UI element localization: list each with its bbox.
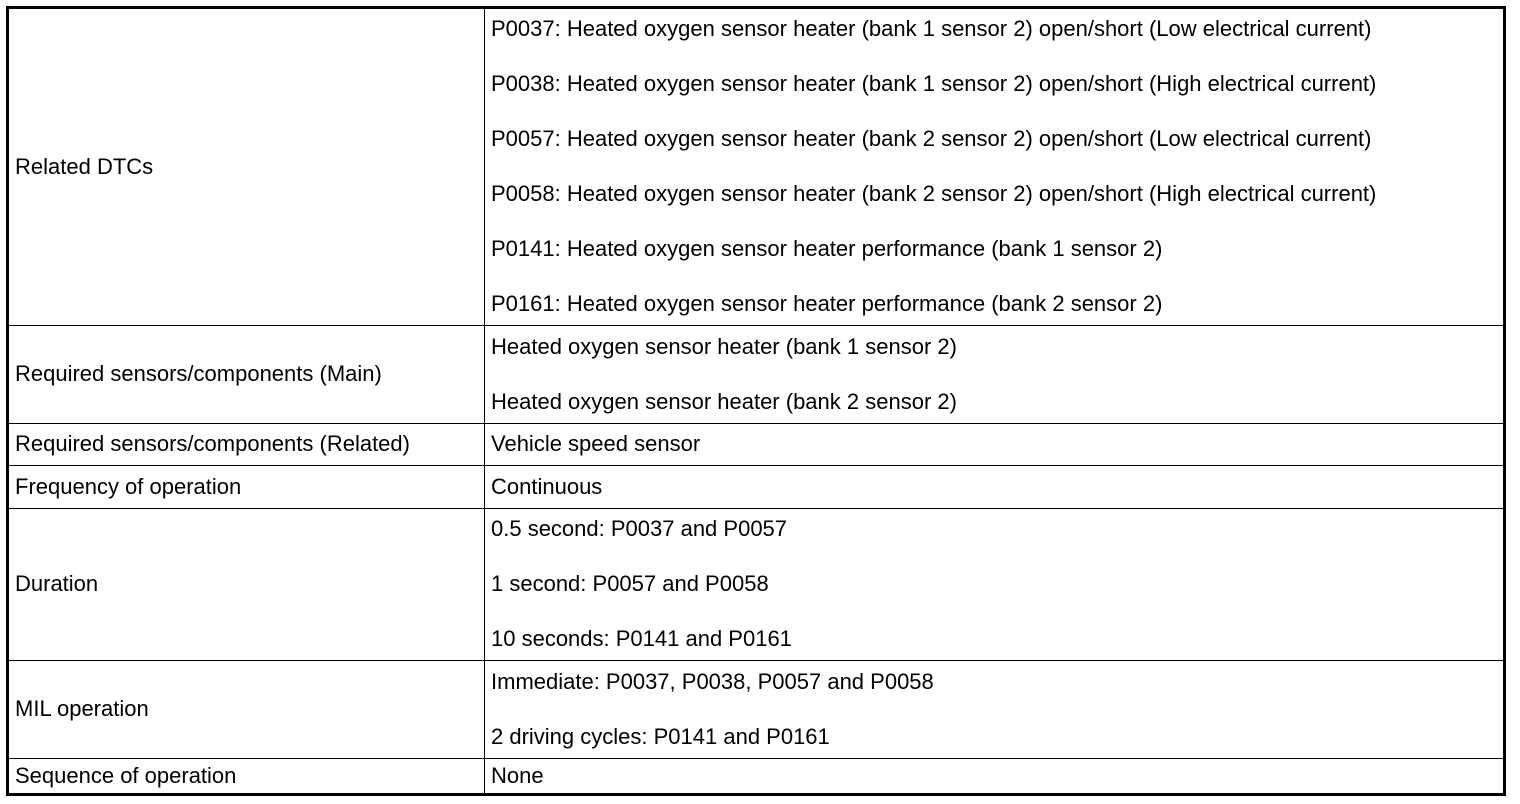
row-value: [485, 660, 1504, 758]
row-value: Continuous: [485, 465, 1504, 508]
table-row-duration: [9, 508, 1503, 660]
row-label: Sequence of operation: [9, 758, 485, 793]
row-label: Related DTCs: [9, 9, 485, 325]
spec-table-frame: [6, 6, 1506, 796]
table-row-sequence: [9, 758, 1503, 793]
row-label: Duration: [9, 508, 485, 660]
mil-item: 2 driving cycles: P0141 and P0161: [491, 723, 830, 749]
mil-item: Immediate: P0037, P0038, P0057 and P0058: [491, 668, 934, 694]
table-row-related-dtcs: [9, 9, 1503, 325]
row-value: [485, 325, 1504, 423]
table-row-frequency: [9, 465, 1503, 508]
row-label: Required sensors/components (Related): [9, 423, 485, 465]
table-row-required-main: [9, 325, 1503, 423]
monitor-spec-table: [9, 9, 1503, 793]
dtc-item: P0037: Heated oxygen sensor heater (bank 1 sensor 2) open/short (Low electrical current): [491, 16, 1372, 42]
dtc-item: P0057: Heated oxygen sensor heater (bank 2 sensor 2) open/short (Low electrical current): [491, 126, 1372, 152]
dtc-item: P0161: Heated oxygen sensor heater performance (bank 2 sensor 2): [491, 291, 1163, 317]
table-row-required-related: [9, 423, 1503, 465]
row-value: [485, 9, 1504, 325]
table-row-mil-operation: [9, 660, 1503, 758]
dtc-item: P0058: Heated oxygen sensor heater (bank 2 sensor 2) open/short (High electrical current): [491, 181, 1377, 207]
row-value: [485, 508, 1504, 660]
component-item: Heated oxygen sensor heater (bank 2 sensor 2): [491, 388, 957, 414]
duration-item: 0.5 second: P0037 and P0057: [491, 516, 788, 541]
duration-item: 1 second: P0057 and P0058: [491, 571, 769, 596]
dtc-item: P0141: Heated oxygen sensor heater performance (bank 1 sensor 2): [491, 236, 1163, 262]
row-value: None: [485, 758, 1504, 793]
dtc-item: P0038: Heated oxygen sensor heater (bank 1 sensor 2) open/short (High electrical current): [491, 71, 1377, 97]
row-value: Vehicle speed sensor: [485, 423, 1504, 465]
row-label: Frequency of operation: [9, 465, 485, 508]
duration-item: 10 seconds: P0141 and P0161: [491, 626, 792, 651]
row-label: Required sensors/components (Main): [9, 325, 485, 423]
row-label: MIL operation: [9, 660, 485, 758]
component-item: Heated oxygen sensor heater (bank 1 sensor 2): [491, 333, 957, 359]
